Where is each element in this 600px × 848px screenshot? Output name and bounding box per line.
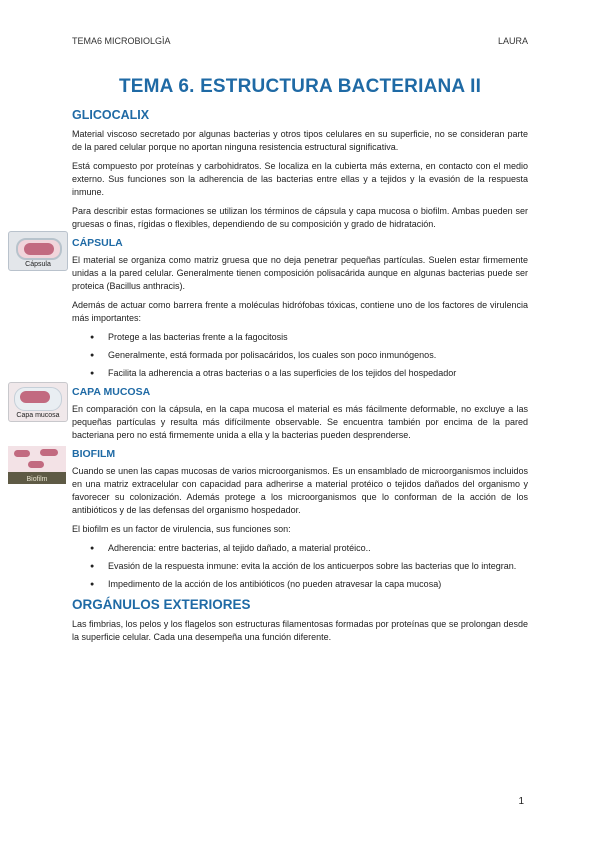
mucous-layer-illustration bbox=[8, 382, 68, 422]
paragraph: Las fimbrias, los pelos y los flagelos son estructuras filamentosas formadas por proteínas que se prolongan desde la superficie celular. Cada una desempeña una función diferente. bbox=[72, 619, 528, 642]
list-item: ● Impedimento de la acción de los antibióticos (no pueden atravesar la capa mucosa) bbox=[108, 578, 528, 591]
paragraph: Cuando se unen las capas mucosas de varios microorganismos. Es un ensamblado de microorganismos incluidos en una matriz extracelular con capacidad para adherirse a material protéico o tejidos dañados del organismo y favorecer su colonización. Además protege a los microorganismos que lo conforman de la acción de los antibióticos y de las defensas del organismo hospedador. bbox=[72, 466, 528, 515]
page-number: 1 bbox=[518, 796, 524, 807]
section-capa-mucosa bbox=[16, 386, 528, 442]
header-author: LAURA bbox=[497, 36, 528, 46]
section-biofilm bbox=[26, 448, 528, 591]
paragraph: El material se organiza como matriz gruesa que no deja penetrar pequeñas partículas. Suelen estar firmemente unidas a la pared celular. Generalmente tienen composición polisacárida aunque en algunas bacterias puede ser proteica (Bacillus anthracis). bbox=[72, 255, 528, 291]
header-subject: TEMA6 MICROBIOLGÌA bbox=[72, 36, 171, 46]
paragraph: Material viscoso secretado por algunas bacterias y otros tipos celulares en su superficie, no se consideran parte de la pared celular porque no aportan ninguna resistencia estructural significativa. bbox=[72, 129, 528, 152]
capsule-illustration-label: Cápsula bbox=[25, 261, 51, 268]
paragraph: Además de actuar como barrera frente a moléculas hidrófobas tóxicas, contiene uno de los factores de virulencia más importantes: bbox=[72, 300, 528, 323]
paragraph: Para describir estas formaciones se utilizan los términos de cápsula y capa mucosa o biofilm. Ambas pueden ser gruesas o finas, rígidas o flexibles, dependiendo de su composición y grado de hidratación. bbox=[72, 206, 528, 229]
section-organulos-exteriores bbox=[72, 597, 528, 644]
heading-organulos-exteriores: ORGÁNULOS EXTERIORES bbox=[72, 597, 251, 612]
list-item: ● Protege a las bacterias frente a la fagocitosis bbox=[108, 331, 528, 344]
heading-biofilm: BIOFILM bbox=[72, 448, 116, 460]
heading-glicocalix: GLICOCALIX bbox=[72, 108, 150, 122]
mucous-layer-illustration-label: Capa mucosa bbox=[16, 412, 60, 419]
section-capsula bbox=[25, 237, 528, 380]
capsule-shape bbox=[16, 238, 62, 260]
biofilm-illustration-label: Biofilm bbox=[26, 476, 48, 483]
bullet-list bbox=[72, 331, 528, 380]
list-item: ● Adherencia: entre bacterias, al tejido dañado, a material protéico.. bbox=[108, 542, 528, 555]
page-title: TEMA 6. ESTRUCTURA BACTERIANA II bbox=[118, 76, 482, 97]
capsule-illustration bbox=[8, 231, 68, 271]
section-glicocalix bbox=[72, 108, 528, 231]
heading-capsula: CÁPSULA bbox=[72, 237, 123, 249]
paragraph: El biofilm es un factor de virulencia, sus funciones son: bbox=[72, 524, 291, 534]
list-item: ● Evasión de la respuesta inmune: evita la acción de los anticuerpos sobre las bacterias que lo integran. bbox=[108, 560, 528, 573]
biofilm-illustration bbox=[8, 446, 66, 484]
list-item: ● Generalmente, está formada por polisacáridos, los cuales son poco inmunógenos. bbox=[108, 349, 528, 362]
paragraph: En comparación con la cápsula, en la capa mucosa el material es más fácilmente deformable, no excluye a las pequeñas partículas y resulta más difícilmente observable. Se encuentra también por encima de la pared bacteriana pero no está firmemente unida a ella y la bacterias pueden desprenderse. bbox=[72, 404, 528, 440]
document-body bbox=[16, 108, 528, 650]
heading-capa-mucosa: CAPA MUCOSA bbox=[72, 386, 151, 398]
bullet-list bbox=[72, 542, 528, 591]
paragraph: Está compuesto por proteínas y carbohidratos. Se localiza en la cubierta más externa, en contacto con el medio externo. Sus funciones son la adherencia de las bacterias entre ellas y a tejidos y la evasión de la respuesta inmune. bbox=[72, 161, 528, 197]
list-item: ● Facilita la adherencia a otras bacterias o a las superficies de los tejidos del hospedador bbox=[108, 367, 528, 380]
